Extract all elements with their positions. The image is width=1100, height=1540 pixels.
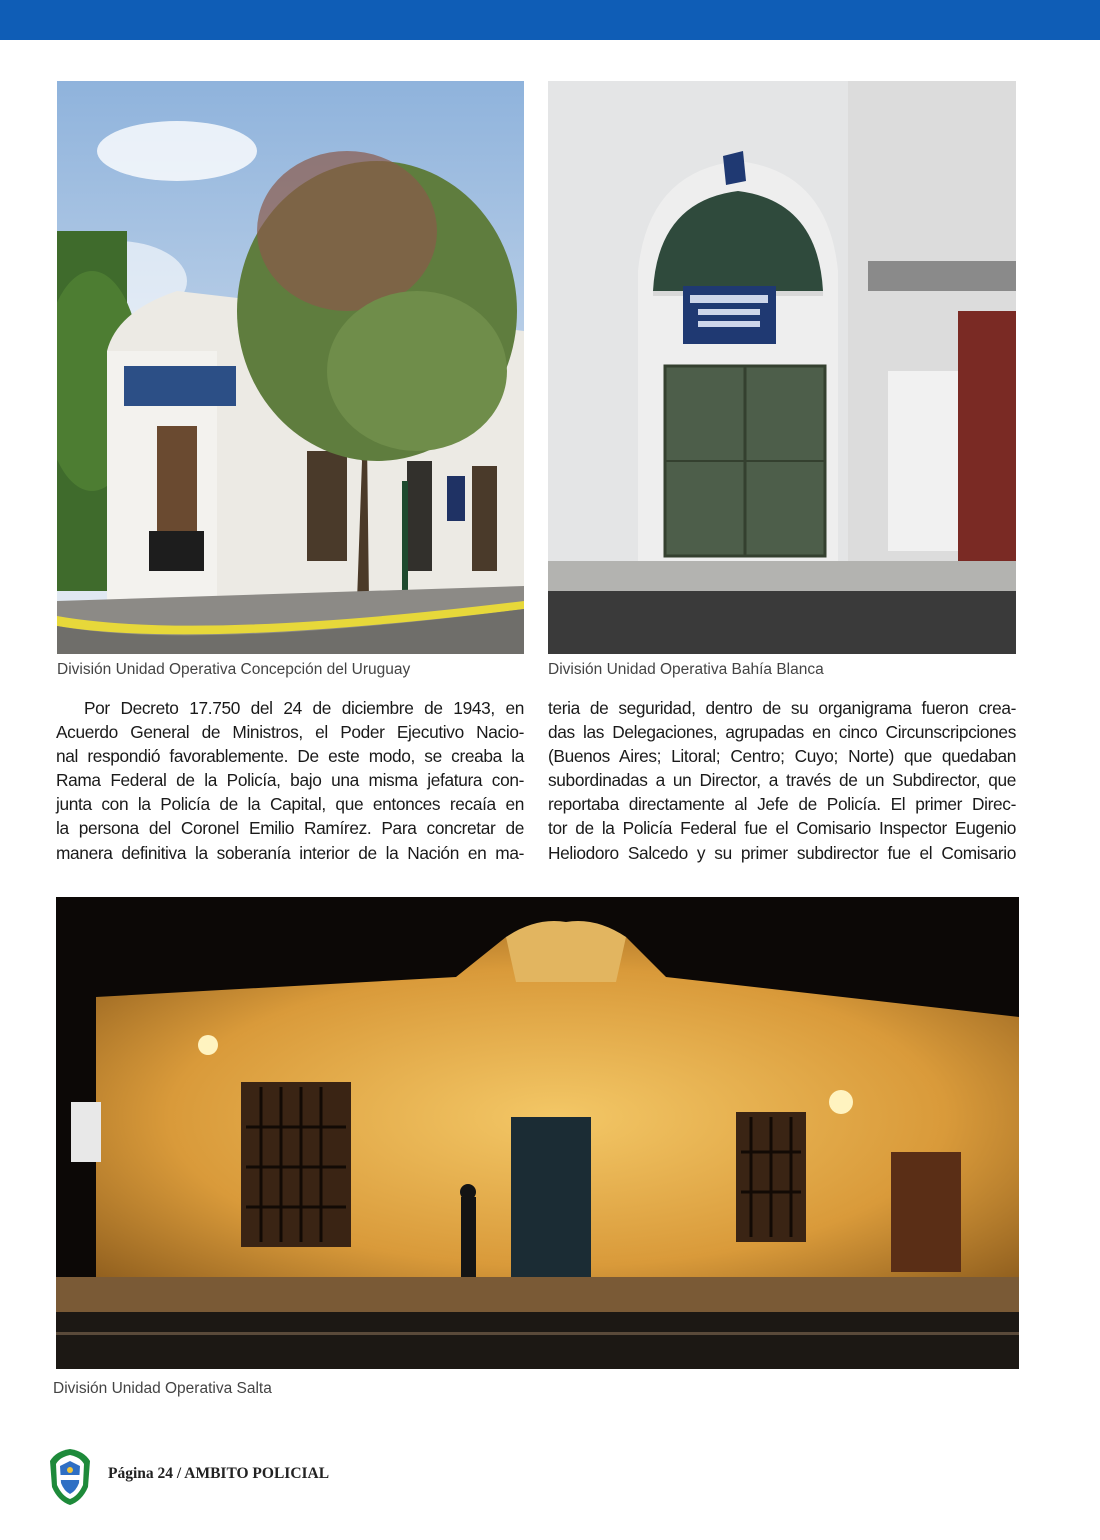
article-line: junta con la Policía de la Capital, que entonces recaía en (56, 794, 524, 815)
article-line: subordinadas a un Director, a través de un Subdirector, que (548, 770, 1016, 791)
page-footer (108, 1465, 329, 1483)
article-line: Heliodoro Salcedo y su primer subdirector fue el Comisario (548, 842, 1016, 863)
top-color-bar (0, 0, 1100, 40)
article-column-left (56, 696, 524, 865)
article-line: la persona del Coronel Emilio Ramírez. Para concretar de (56, 818, 524, 839)
article-column-right (548, 696, 1016, 865)
police-emblem-icon (44, 1447, 96, 1507)
article-line: teria de seguridad, dentro de su organigrama fueron crea- (548, 698, 1016, 718)
article-line: nal respondió favorablemente. De este modo, se creaba la (56, 746, 524, 767)
article-line: das las Delegaciones, agrupadas en cinco Circunscripciones (548, 722, 1016, 743)
article-line: Por Decreto 17.750 del 24 de diciembre de 1943, en (84, 698, 524, 718)
publication-name: AMBITO POLICIAL (184, 1465, 330, 1482)
article-line: reportaba directamente al Jefe de Policía. El primer Direc- (548, 794, 1016, 815)
footer-separator: / (176, 1465, 182, 1482)
article-line: Acuerdo General de Ministros, el Poder Ejecutivo Nacio- (56, 722, 524, 743)
article-line: manera definitiva la soberanía interior de la Nación en ma- (56, 842, 524, 863)
article-line: tor de la Policía Federal fue el Comisario Inspector Eugenio (548, 818, 1016, 839)
photo-bahia-blanca (548, 81, 1016, 654)
photo-caption: División Unidad Operativa Concepción del Uruguay (57, 661, 411, 678)
photo-caption: División Unidad Operativa Bahía Blanca (548, 661, 824, 678)
page-number: Página 24 (108, 1465, 174, 1482)
photo-concepcion-del-uruguay (57, 81, 524, 654)
photo-salta (56, 897, 1019, 1369)
photo-caption: División Unidad Operativa Salta (53, 1380, 272, 1397)
article-line: Rama Federal de la Policía, bajo una misma jefatura con- (56, 770, 524, 791)
article-line: (Buenos Aires; Litoral; Centro; Cuyo; Norte) que quedaban (548, 746, 1016, 767)
